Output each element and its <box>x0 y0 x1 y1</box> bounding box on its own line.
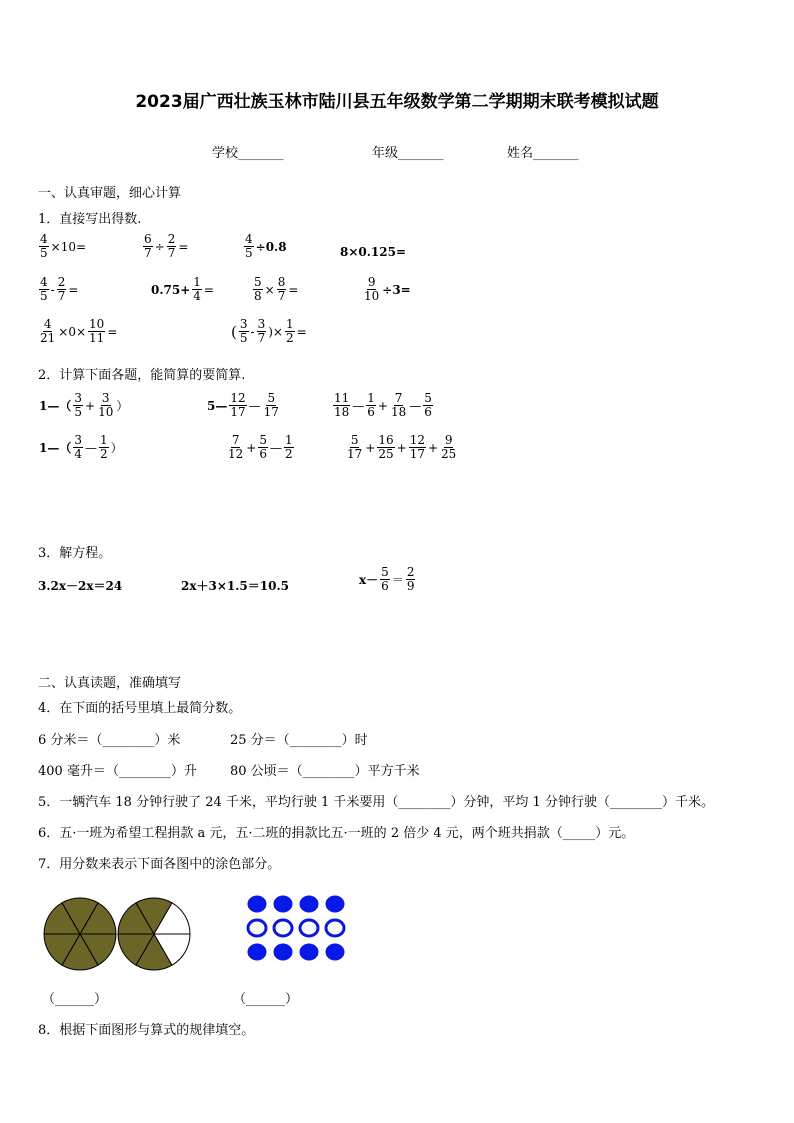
calc-r1c: $\frac{4}{5}$ ÷0.8 <box>245 232 287 260</box>
filled-dot <box>274 896 292 912</box>
calc-r2a: $\frac{4}{5}$ - $\frac{2}{7}$ = <box>40 275 79 303</box>
equation-2: 2x＋3×1.5＝10.5 <box>181 579 290 593</box>
page-title: 2023届广西壮族玉林市陆川县五年级数学第二学期期末联考模拟试题 <box>135 92 659 112</box>
calc-r2c: $\frac{5}{8}$ × $\frac{8}{7}$ = <box>254 275 299 303</box>
section1-heading: 一、认真审题，细心计算 <box>38 186 182 201</box>
fraction: $\frac{3}{10}$ <box>98 391 114 419</box>
calc-r2b: 0.75+ $\frac{1}{4}$ = <box>151 275 214 303</box>
calc-r1d: 8×0.125= <box>340 245 407 259</box>
fraction: $\frac{9}{10}$ <box>364 275 380 303</box>
q4-item-d[interactable]: 80 公顷＝（________）平方千米 <box>230 764 420 779</box>
fraction: $\frac{1}{6}$ <box>367 391 375 419</box>
fraction: $\frac{3}{7}$ <box>257 317 266 345</box>
filled-dot <box>300 896 318 912</box>
q7-answer-blank-1[interactable]: （______） <box>42 992 108 1007</box>
fraction: $\frac{1}{4}$ <box>193 275 201 303</box>
fraction: $\frac{3}{5}$ <box>239 317 248 345</box>
filled-dot <box>326 896 344 912</box>
fraction: $\frac{3}{4}$ <box>74 433 82 461</box>
question-1: 1．直接写出得数. <box>38 212 142 227</box>
filled-dot <box>274 944 292 960</box>
fraction: $\frac{1}{2}$ <box>285 317 294 345</box>
fraction: $\frac{1}{2}$ <box>284 433 293 461</box>
fraction: $\frac{11}{18}$ <box>334 391 350 419</box>
filled-dot <box>300 944 318 960</box>
calc-r3b: ( $\frac{3}{5}$ - $\frac{3}{7}$ )× $\frac{1}{2}$ = <box>231 317 307 345</box>
fraction: $\frac{2}{7}$ <box>57 275 66 303</box>
calc-c1: 1—（ $\frac{3}{5}$ + $\frac{3}{10}$ ） <box>39 391 129 419</box>
shaded-circles-figure <box>40 893 200 975</box>
calc-r2d: $\frac{9}{10}$ ÷3= <box>364 275 411 303</box>
calc-c2: 5— $\frac{12}{17}$ — $\frac{5}{17}$ <box>207 391 279 419</box>
fraction: $\frac{12}{17}$ <box>230 391 246 419</box>
fraction: $\frac{5}{17}$ <box>263 391 279 419</box>
q7-answer-blank-2[interactable]: （______） <box>233 992 299 1007</box>
pie-circle-1 <box>44 898 116 970</box>
hollow-dot <box>326 920 344 936</box>
calc-r3a: $\frac{4}{21}$ ×0× $\frac{10}{11}$ = <box>40 317 118 345</box>
fraction: $\frac{7}{12}$ <box>228 433 244 461</box>
question-4: 4．在下面的括号里填上最简分数。 <box>38 701 242 716</box>
question-2: 2．计算下面各题，能简算的要简算. <box>38 368 246 383</box>
fraction: $\frac{16}{25}$ <box>378 433 394 461</box>
question-8: 8．根据下面图形与算式的规律填空。 <box>38 1023 255 1038</box>
fraction: $\frac{4}{5}$ <box>40 275 48 303</box>
filled-dot <box>248 944 266 960</box>
fraction: $\frac{3}{5}$ <box>74 391 82 419</box>
dots-figure <box>244 893 354 965</box>
equation-1: 3.2x－2x＝24 <box>38 579 123 593</box>
q4-item-a[interactable]: 6 分米＝（________）米 <box>38 733 181 748</box>
fraction: $\frac{2}{7}$ <box>167 232 176 260</box>
fraction: $\frac{9}{25}$ <box>441 433 457 461</box>
fraction: $\frac{4}{5}$ <box>40 232 48 260</box>
fraction: $\frac{4}{5}$ <box>245 232 253 260</box>
hollow-dot <box>300 920 318 936</box>
section2-heading: 二、认真读题，准确填写 <box>38 676 182 691</box>
equation-3: x－ $\frac{5}{6}$ ＝ $\frac{2}{9}$ <box>359 565 415 593</box>
fraction: $\frac{5}{6}$ <box>259 433 267 461</box>
question-6[interactable]: 6．五·一班为希望工程捐款 a 元，五·二班的捐款比五·一班的 2 倍少 4 元，两个班共捐款（_____）元。 <box>38 826 635 841</box>
fraction: $\frac{5}{17}$ <box>347 433 363 461</box>
fraction: $\frac{12}{17}$ <box>409 433 425 461</box>
fraction: $\frac{5}{8}$ <box>254 275 262 303</box>
fraction: $\frac{5}{6}$ <box>381 565 389 593</box>
q4-item-b[interactable]: 25 分＝（________）时 <box>230 733 368 748</box>
pie-circle-2 <box>118 898 190 970</box>
fraction: $\frac{4}{21}$ <box>40 317 56 345</box>
q4-item-c[interactable]: 400 毫升＝（________）升 <box>38 764 197 779</box>
filled-dot <box>248 896 266 912</box>
hollow-dot <box>248 920 266 936</box>
question-7: 7．用分数来表示下面各图中的涂色部分。 <box>38 857 281 872</box>
school-field[interactable]: 学校_______ <box>212 146 284 161</box>
question-3: 3．解方程。 <box>38 546 112 561</box>
fraction: $\frac{7}{18}$ <box>390 391 407 419</box>
calc-r1b: $\frac{6}{7}$ ÷ $\frac{2}{7}$ = <box>144 232 189 260</box>
fraction: $\frac{1}{2}$ <box>100 433 108 461</box>
fraction: $\frac{5}{6}$ <box>424 391 432 419</box>
question-5[interactable]: 5．一辆汽车 18 分钟行驶了 24 千米，平均行驶 1 千米要用（________）分钟，平均 1 分钟行驶（________）千米。 <box>38 795 714 810</box>
calc-c4: 1—（ $\frac{3}{4}$ — $\frac{1}{2}$ ） <box>39 433 123 461</box>
name-field[interactable]: 姓名_______ <box>507 146 579 161</box>
calc-c6: $\frac{5}{17}$ + $\frac{16}{25}$ + $\frac{12}{17}$ + $\frac{9}{25}$ <box>347 433 457 461</box>
grade-field[interactable]: 年级_______ <box>372 146 444 161</box>
calc-c3: $\frac{11}{18}$ — $\frac{1}{6}$ + $\frac{7}{18}$ — $\frac{5}{6}$ <box>334 391 432 419</box>
fraction: $\frac{6}{7}$ <box>144 232 152 260</box>
fraction: $\frac{8}{7}$ <box>277 275 286 303</box>
calc-c5: $\frac{7}{12}$ + $\frac{5}{6}$ — $\frac{1}{2}$ <box>228 433 293 461</box>
dot-grid <box>248 896 344 960</box>
filled-dot <box>326 944 344 960</box>
fraction: $\frac{10}{11}$ <box>89 317 105 345</box>
hollow-dot <box>274 920 292 936</box>
fraction: $\frac{2}{9}$ <box>406 565 415 593</box>
calc-r1a: $\frac{4}{5}$ ×10= <box>40 232 87 260</box>
